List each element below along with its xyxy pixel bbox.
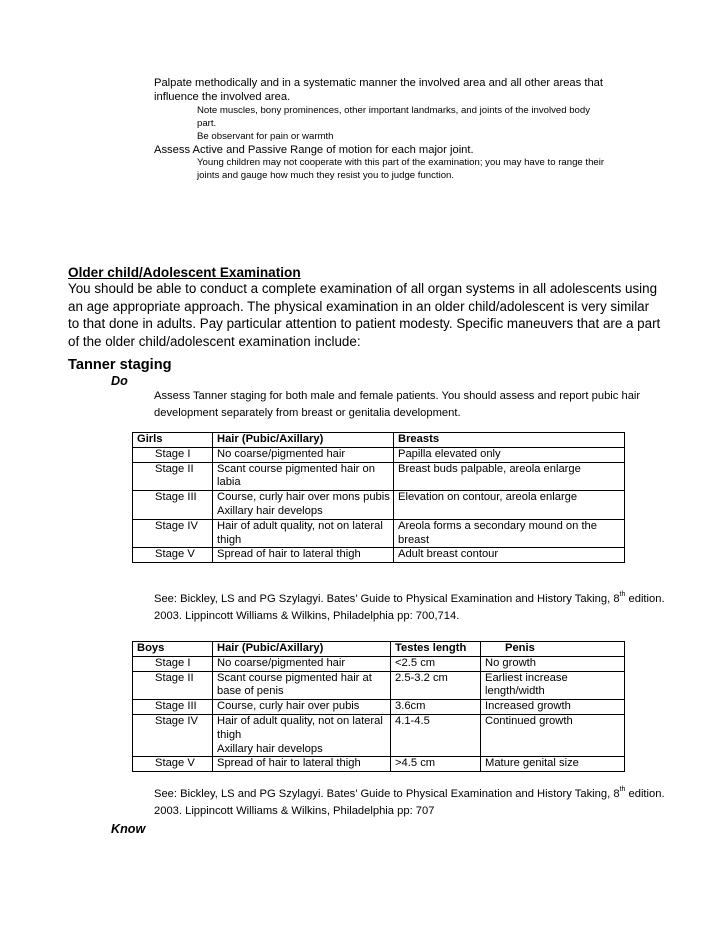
boys-table-cell: Stage II	[133, 671, 213, 700]
boys-table-row	[133, 656, 625, 671]
girls-table-cell: Scant course pigmented hair on labia	[213, 462, 394, 491]
boys-table-cell: Spread of hair to lateral thigh	[213, 757, 391, 772]
girls-table-cell: Breast buds palpable, areola enlarge	[394, 462, 625, 491]
girls-table-cell: Areola forms a secondary mound on the breast	[394, 519, 625, 548]
boys-table-cell: Mature genital size	[481, 757, 625, 772]
boys-header-testes: Testes length	[391, 642, 481, 657]
girls-table-cell: Stage I	[133, 447, 213, 462]
boys-table-row	[133, 700, 625, 715]
boys-citation-text: See: Bickley, LS and PG Szylagyi. Bates’ Guide to Physical Examination and History Taking, 8	[154, 788, 620, 800]
section-paragraph: You should be able to conduct a complete examination of all organ systems in all adolescents using an age appropriate approach. The physical examination in an older child/adolescent is very similar to that done in adults. Pay particular attention to patient modesty. Specific maneuvers that are a part of the older child/adolescent examination include:	[68, 281, 661, 349]
girls-table-cell: Spread of hair to lateral thigh	[213, 548, 394, 563]
boys-table-row	[133, 671, 625, 700]
girls-citation-sup: th	[619, 591, 626, 598]
boys-table-cell: 3.6cm	[391, 700, 481, 715]
girls-table-row	[133, 447, 625, 462]
girls-table-row	[133, 548, 625, 563]
boys-table-cell: Hair of adult quality, not on lateral thigh Axillary hair develops	[213, 714, 391, 756]
boys-table-cell: Continued growth	[481, 714, 625, 756]
girls-table-cell: Adult breast contour	[394, 548, 625, 563]
boys-table-cell: 4.1-4.5	[391, 714, 481, 756]
boys-table-cell: No growth	[481, 656, 625, 671]
boys-table-row	[133, 714, 625, 756]
girls-table-cell: Elevation on contour, areola enlarge	[394, 491, 625, 520]
section-heading: Older child/Adolescent Examination	[68, 265, 301, 280]
boys-table-cell: Course, curly hair over pubis	[213, 700, 391, 715]
girls-header-label: Girls	[133, 433, 213, 448]
girls-table-cell: Stage III	[133, 491, 213, 520]
boys-table-header	[133, 642, 625, 657]
girls-table-cell: Course, curly hair over mons pubis Axillary hair develops	[213, 491, 394, 520]
girls-citation-text-2: edition. 2003. Lippincott Williams & Wilkins, Philadelphia pp: 700,714.	[154, 593, 665, 622]
young-children-line: Young children may not cooperate with this part of the examination; you may have to range their	[197, 157, 605, 168]
girls-table-cell: Stage II	[133, 462, 213, 491]
boys-table-cell: Increased growth	[481, 700, 625, 715]
boys-table-cell: Stage I	[133, 656, 213, 671]
boys-header-label: Boys	[133, 642, 213, 657]
boys-table-cell: <2.5 cm	[391, 656, 481, 671]
girls-table-cell: Papilla elevated only	[394, 447, 625, 462]
boys-header-penis: Penis	[481, 642, 625, 657]
girls-table-row	[133, 519, 625, 548]
boys-citation-text-2: edition. 2003. Lippincott Williams & Wilkins, Philadelphia pp: 707	[154, 788, 665, 817]
girls-header-breasts: Breasts	[394, 433, 625, 448]
girls-table-row	[133, 491, 625, 520]
boys-table-cell: No coarse/pigmented hair	[213, 656, 391, 671]
note-muscles-cont: part.	[197, 118, 217, 129]
boys-table-cell: Stage V	[133, 757, 213, 772]
tanner-instruction: Assess Tanner staging for both male and female patients. You should assess and report pubic hair development separately from breast or genitalia development.	[154, 390, 641, 419]
note-muscles-line: Note muscles, bony prominences, other important landmarks, and joints of the involved body	[197, 105, 591, 116]
girls-table-cell: Stage IV	[133, 519, 213, 548]
girls-citation	[154, 586, 674, 625]
assess-range-line: Assess Active and Passive Range of motion for each major joint.	[154, 144, 474, 156]
boys-citation-sup: th	[619, 786, 626, 793]
girls-table-header	[133, 433, 625, 448]
boys-table-cell: >4.5 cm	[391, 757, 481, 772]
girls-table	[132, 432, 625, 563]
boys-table-cell: Scant course pigmented hair at base of penis	[213, 671, 391, 700]
boys-header-hair: Hair (Pubic/Axillary)	[213, 642, 391, 657]
boys-table-cell: Earliest increase length/width	[481, 671, 625, 700]
girls-table-row	[133, 462, 625, 491]
observant-line: Be observant for pain or warmth	[197, 131, 334, 142]
girls-table-cell: No coarse/pigmented hair	[213, 447, 394, 462]
boys-table	[132, 641, 625, 772]
palpate-line: Palpate methodically and in a systematic manner the involved area and all other areas that	[154, 77, 604, 89]
girls-table-cell: Stage V	[133, 548, 213, 563]
boys-table-cell: Stage III	[133, 700, 213, 715]
girls-header-hair: Hair (Pubic/Axillary)	[213, 433, 394, 448]
boys-table-row	[133, 757, 625, 772]
boys-citation	[154, 781, 674, 820]
know-label: Know	[111, 822, 146, 836]
do-label: Do	[111, 374, 128, 388]
boys-table-cell: 2.5-3.2 cm	[391, 671, 481, 700]
boys-table-cell: Stage IV	[133, 714, 213, 756]
girls-citation-text: See: Bickley, LS and PG Szylagyi. Bates’ Guide to Physical Examination and History Taking, 8	[154, 593, 620, 605]
palpate-line-cont: influence the involved area.	[154, 91, 291, 103]
tanner-heading: Tanner staging	[68, 357, 172, 373]
girls-table-cell: Hair of adult quality, not on lateral thigh	[213, 519, 394, 548]
young-children-cont: joints and gauge how much they resist you to judge function.	[197, 170, 455, 181]
